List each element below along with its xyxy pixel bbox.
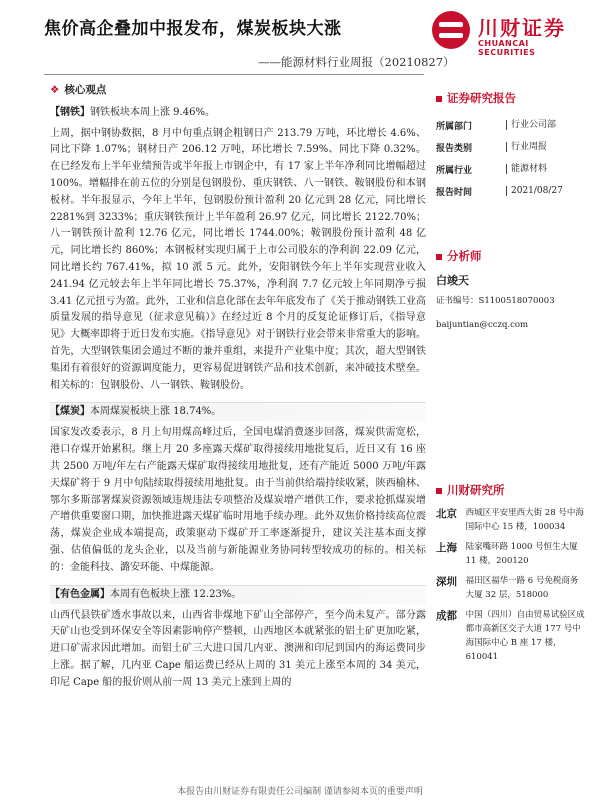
steel-lead: 钢铁板块本周上涨 9.46%。 <box>90 106 215 118</box>
metals-section-header <box>50 585 426 604</box>
analyst-cert: 证书编号：S1100518070003 <box>436 296 555 306</box>
diamond-icon: ❖ <box>50 84 60 96</box>
coal-tag: 【煤炭】 <box>50 406 90 418</box>
steel-tag: 【钢铁】 <box>50 106 90 118</box>
metals-body: 山西代县铁矿透水事故以来，山西省非煤地下矿山全部停产，至今尚未复产。部分露天矿山也受到环保安全等因素影响停产整顿，山西地区本就紧张的铝土矿更加吃紧，进口矿需求因此增加。而铝土矿三大进口国几内亚、澳洲和印尼到国内的海运费同步上涨。据了解，几内亚 Cape 船运费已经从上周的 31 美元上涨至本周的 34 美元，印尼 Cape 船的报价则从前一周 13 美元上涨到上周的 <box>50 609 426 688</box>
header-divider <box>44 74 424 75</box>
logo-mark-icon <box>432 11 470 49</box>
info-row-date: 报告时间 2021/08/27 <box>436 186 563 198</box>
core-views-heading: ❖ 核心观点 <box>50 84 107 96</box>
analyst-email[interactable]: baijuntian@cczq.com <box>436 320 529 330</box>
office-chengdu: 成都 中国（四川）自由贸易试验区成都市高新区交子大道 177 号中海国际中心 B 座 17 楼，610041 <box>436 610 585 662</box>
coal-lead: 本周煤炭板块上涨 18.74%。 <box>90 406 222 418</box>
logo-name-cn: 川财证券 <box>478 16 566 40</box>
info-row-industry: 所属行业 能源材料 <box>436 164 548 176</box>
metals-lead: 本周有色板块上涨 12.23%。 <box>110 588 242 600</box>
square-bullet-icon <box>436 96 442 102</box>
office-shenzhen: 深圳 福田区福华一路 6 号免税商务大厦 32 层，518000 <box>436 576 579 600</box>
office-shanghai: 上海 陆家嘴环路 1000 号恒生大厦 11 楼，200120 <box>436 542 578 566</box>
sidebar <box>436 90 586 670</box>
analyst-heading: 分析师 <box>436 248 586 264</box>
square-bullet-icon <box>436 254 442 260</box>
office-beijing: 北京 西城区平安里西大街 28 号中海国际中心 15 楼，100034 <box>436 508 584 532</box>
info-row-department: 所属部门 行业公司部 <box>436 120 557 132</box>
metals-tag: 【有色金属】 <box>50 588 110 600</box>
coal-section-header <box>50 402 426 421</box>
company-logo <box>432 11 582 55</box>
analyst-name: 白竣天 <box>436 274 469 287</box>
main-content <box>50 82 426 692</box>
research-report-heading: 证券研究报告 <box>436 90 586 106</box>
report-title: 焦价高企叠加中报发布，煤炭板块大涨 <box>44 19 342 39</box>
logo-name-en: CHUANCAI SECURITIES <box>478 39 536 57</box>
steel-section <box>50 105 426 395</box>
institute-heading: 川财研究所 <box>436 482 586 498</box>
page-footer: 本报告由川财证券有限责任公司编制 谨请参阅本页的重要声明 <box>177 787 423 797</box>
square-bullet-icon <box>436 488 442 494</box>
steel-body: 上周，据中钢协数据，8 月中旬重点钢企粗钢日产 213.79 万吨，环比增长 4.6%、同比下降 1.07%；钢材日产 206.12 万吨，环比增长 7.59%、同比下降 0.32%。在已经发布上半年业绩预告或半年报上市钢企中，有 17 家上半年净利同比增幅超过 100%。增幅排在前五位的分别是包钢股份、重庆钢铁、八一钢铁、鞍钢股份和本钢板材。半年报显示，今年上半年，包钢股份预计盈利 20 亿元到 28 亿元，同比增长 2281%到 3233%；重庆钢铁预计上半年盈利 26.97 亿元，同比增长 2122.70%；八一钢铁预计盈利 12.76 亿元，同比增长 1744.00%；鞍钢股份预计盈利 48 亿元，同比增长约 860%；本钢板材实现归属于上市公司股东的净利润 22.09 亿元，同比增长约 767.41%，拟 10 派 5 元。此外，安阳钢铁今年上半年实现营业收入 241.94 亿元较去年上半年同比增长 75.37%，净利润 7.7 亿元较上年同期净亏损 3.41 亿元扭亏为盈。此外，工业和信息化部在去年年底发布了《关于推动钢铁工业高质量发展的指导意见（征求意见稿）》在经过近 8 个月的反复论证修订后，《指导意见》大概率即将于近日发布实施。《指导意见》对于钢铁行业会带来非常重大的影响。首先，大型钢铁集团会通过不断的兼并重组，来提升产业集中度；其次，超大型钢铁集团有着很好的资源调度能力，更容易促进钢铁产品和技术创新，来冲破技术壁垒。相关标的：包钢股份、八一钢铁、鞍钢股份。 <box>50 127 426 391</box>
coal-body: 国家发改委表示，8 月上旬用煤高峰过后，全国电煤消费逐步回落，煤炭供需宽松，港口存煤开始累积。继上月 20 多座露天煤矿取得接续用地批复后，近日又有 16 座共 2500 万吨/年左右产能露天煤矿取得接续用地批复，还有产能近 5000 万吨/年露天煤矿将于 9 月中旬陆续取得接续用地批复。由于当前供给端持续收紧，陕西榆林、鄂尔多斯部署煤炭资源领域违规违法专项整治及煤炭增产增供工作，要求抢抓煤炭增产增供重要窗口期，加快推进露天煤矿临时用地手续办理。此外双焦价格持续高位震荡，煤炭企业成本端提高，政策驱动下煤矿开工率逐渐提升，建议关注基本面支撑强、估值偏低的龙头企业，以及当前与新能源业务协同转型较成功的标的。相关标的：金能科技、潞安环能、中煤能源。 <box>50 427 426 573</box>
info-row-category: 报告类别 行业周报 <box>436 142 548 154</box>
report-subtitle: ——能源材料行业周报（20210827） <box>258 55 455 69</box>
